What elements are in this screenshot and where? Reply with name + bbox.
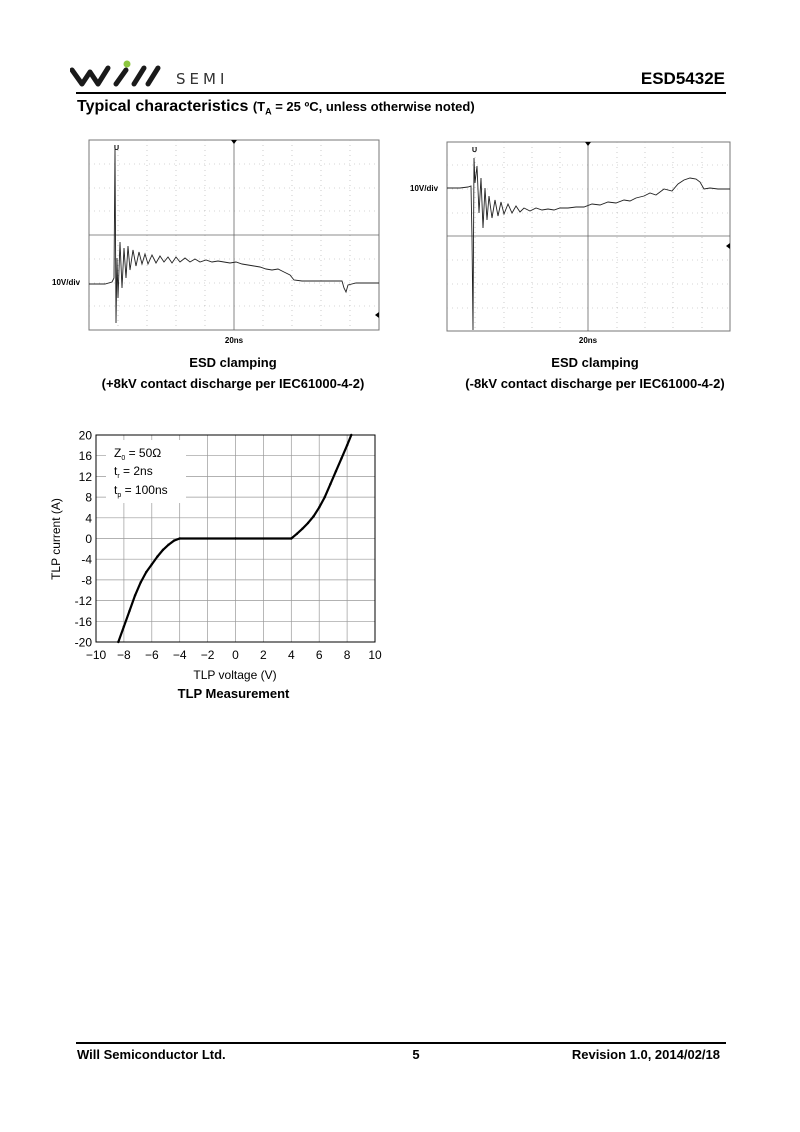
tlp-y-tick-label: 12 <box>78 469 92 484</box>
tlp-x-tick-label: 2 <box>260 648 267 662</box>
tlp-data-point <box>151 563 153 565</box>
tlp-data-point <box>350 434 352 436</box>
tlp-x-tick-label: −2 <box>200 648 215 662</box>
scope-plot-positive <box>50 138 384 348</box>
tlp-data-point <box>335 470 337 472</box>
will-logo-icon <box>70 60 170 90</box>
scope2-vdiv: 10V/div <box>410 184 439 193</box>
tlp-x-tick-label: 6 <box>315 648 323 662</box>
tlp-legend-tp <box>114 483 168 499</box>
tlp-data-point <box>290 537 292 539</box>
tlp-data-point <box>156 555 158 557</box>
tlp-data-point <box>346 444 348 446</box>
scope1-tdiv: 20ns <box>224 336 244 345</box>
tlp-legend-tr-sub: r <box>117 473 120 480</box>
tlp-data-point <box>173 539 175 541</box>
footer-revision: Revision 1.0, 2014/02/18 <box>571 1047 720 1062</box>
footer-company: Will Semiconductor Ltd. <box>77 1047 226 1062</box>
tlp-legend-z-label: Z <box>114 446 122 460</box>
tlp-legend-tr-value: = 2ns <box>119 464 153 478</box>
tlp-data-point <box>312 515 314 517</box>
tlp-legend-z-value: = 50Ω <box>125 446 162 460</box>
tlp-y-tick-label: -12 <box>74 594 92 609</box>
tlp-y-tick-label: 20 <box>78 428 92 443</box>
tlp-data-point <box>301 527 303 529</box>
tlp-x-tick-label: −8 <box>117 648 131 662</box>
tlp-y-tick-label: 0 <box>85 532 92 546</box>
tlp-data-point <box>134 594 136 596</box>
condition-sub: A <box>265 106 272 117</box>
tlp-data-point <box>296 533 298 535</box>
tlp-data-point <box>307 522 309 524</box>
tlp-data-point <box>117 641 119 643</box>
tlp-data-point <box>123 625 125 627</box>
header <box>70 58 725 94</box>
section-condition <box>252 99 475 117</box>
tlp-data-point <box>340 457 342 459</box>
tlp-data-point <box>145 571 147 573</box>
tlp-caption: TLP Measurement <box>177 686 290 701</box>
scope2-ch-marker: U <box>472 147 478 154</box>
tlp-x-tick-label: 10 <box>368 648 382 662</box>
scope1-vdiv: 10V/div <box>52 278 81 287</box>
tlp-x-tick-label: −10 <box>85 648 107 662</box>
tlp-data-point <box>318 506 320 508</box>
tlp-y-axis-label: TLP current (A) <box>49 498 63 580</box>
tlp-x-tick-label: 4 <box>287 648 295 662</box>
tlp-data-point <box>324 496 326 498</box>
tlp-x-tick-label: 8 <box>343 648 351 662</box>
tlp-data-point <box>162 549 164 551</box>
scope2-frame <box>447 142 730 331</box>
scope2-caption-title: ESD clamping <box>551 355 639 370</box>
scope2-tdiv: 20ns <box>578 336 598 345</box>
tlp-y-tick-label: -20 <box>74 635 92 650</box>
tlp-legend-tr <box>114 464 153 480</box>
condition-suffix: = 25 ºC, unless otherwise noted) <box>271 99 475 114</box>
section-title <box>77 98 475 117</box>
header-rule <box>76 92 726 94</box>
scope1-ch-marker: U <box>114 145 120 152</box>
tlp-x-tick-label: 0 <box>232 648 239 662</box>
tlp-legend-tp-sub: p <box>117 492 122 499</box>
tlp-legend-tp-value: = 100ns <box>121 483 168 497</box>
scope1-caption-title: ESD clamping <box>189 355 277 370</box>
scope2-caption-detail: (-8kV contact discharge per IEC61000-4-2) <box>465 376 725 391</box>
footer-page: 5 <box>412 1047 420 1062</box>
condition-prefix: (T <box>252 99 266 114</box>
scope1-caption <box>60 352 406 394</box>
tlp-x-tick-label: −6 <box>144 648 159 662</box>
tlp-y-tick-label: 16 <box>78 449 92 464</box>
tlp-data-point <box>234 537 236 539</box>
tlp-x-tick-label: −4 <box>172 648 187 662</box>
tlp-y-tick-label: -16 <box>74 614 92 629</box>
tlp-data-point <box>128 610 130 612</box>
tlp-legend-tp-label: t <box>114 483 118 497</box>
tlp-y-tick-label: 8 <box>85 490 92 505</box>
scope1-caption-detail: (+8kV contact discharge per IEC61000-4-2) <box>101 376 365 391</box>
tlp-data-point <box>139 581 141 583</box>
tlp-legend-tr-label: t <box>114 464 118 478</box>
tlp-x-axis-label: TLP voltage (V) <box>193 668 277 682</box>
tlp-y-tick-label: -4 <box>81 552 92 567</box>
section-title-text: Typical characteristics <box>77 98 249 115</box>
tlp-chart <box>40 424 400 692</box>
tlp-data-point <box>179 537 181 539</box>
part-number: ESD5432E <box>640 69 725 88</box>
footer-rule <box>76 1042 726 1044</box>
tlp-legend-z-sub: 0 <box>121 455 126 462</box>
scope2-caption <box>420 352 770 394</box>
tlp-y-tick-label: -8 <box>81 573 92 588</box>
tlp-legend-z <box>114 446 161 462</box>
tlp-data-point <box>167 544 169 546</box>
logo-text: SEMI <box>176 70 229 88</box>
scope-plot-negative <box>408 138 738 348</box>
tlp-data-point <box>329 483 331 485</box>
tlp-y-tick-label: 4 <box>85 511 92 526</box>
